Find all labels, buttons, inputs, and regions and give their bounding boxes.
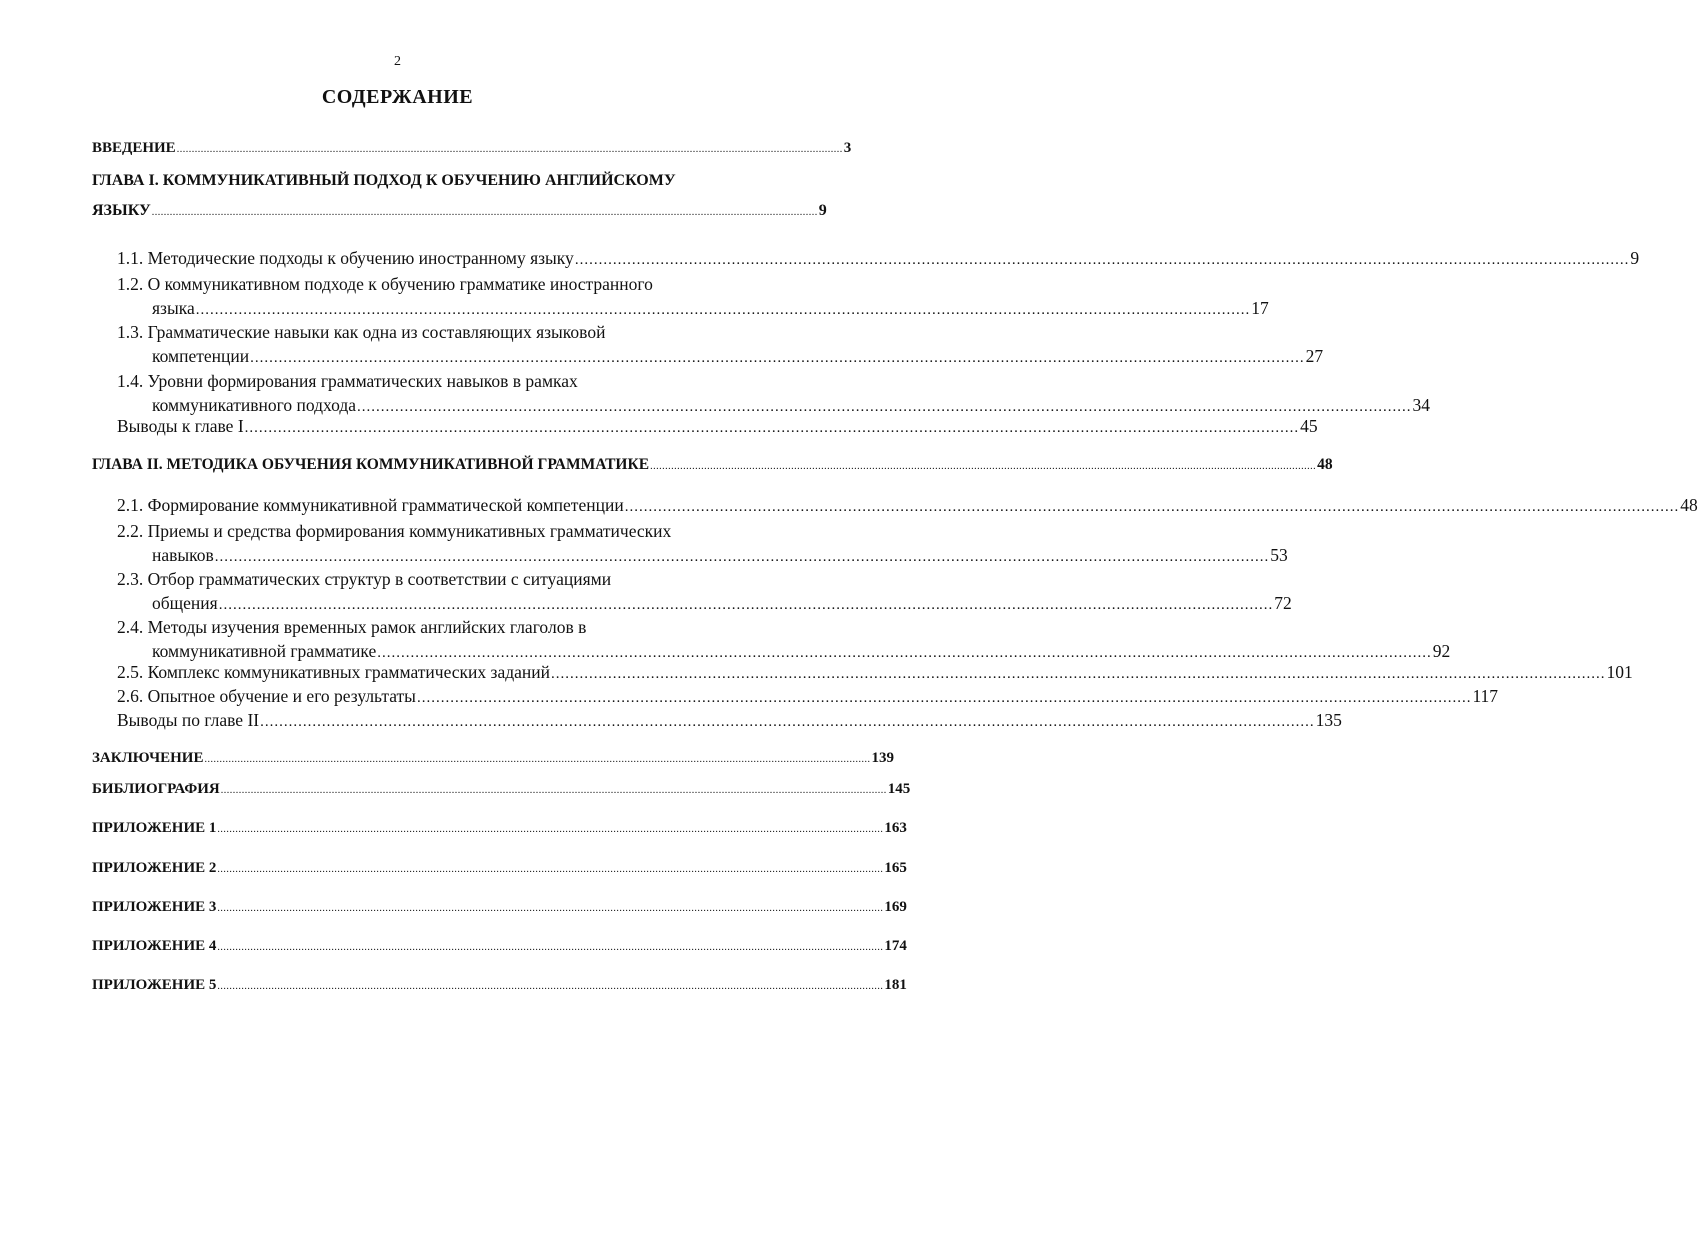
toc-page: 101 (1606, 662, 1633, 682)
toc-entry-appendix-3[interactable] (92, 899, 907, 916)
toc-page: 17 (1251, 298, 1269, 318)
toc-page: 117 (1472, 686, 1499, 706)
dot-leader: .............................................................................................................................................................................................................................. (551, 666, 1606, 682)
toc-label-line1: ГЛАВА I. КОММУНИКАТИВНЫЙ ПОДХОД К ОБУЧЕНИЮ АНГЛИЙСКОМУ (92, 172, 676, 189)
toc-page: 45 (1300, 416, 1318, 436)
dot-leader: .............................................................................................................................................................................................................................. (416, 690, 1472, 706)
dot-leader: .............................................................................................................................................................................................................................. (244, 420, 1300, 436)
toc-label: 1.1. Методические подходы к обучению иностранному языку (117, 248, 574, 268)
dot-leader: .............................................................................................................................................................................................................................. (217, 942, 884, 953)
toc-label: ВВЕДЕНИЕ (92, 140, 176, 156)
toc-label: ПРИЛОЖЕНИЕ 1 (92, 820, 217, 836)
toc-label: ПРИЛОЖЕНИЕ 2 (92, 860, 217, 876)
toc-label: ЗАКЛЮЧЕНИЕ (92, 750, 204, 766)
dot-leader: .............................................................................................................................................................................................................................. (624, 499, 1680, 515)
dot-leader: .............................................................................................................................................................................................................................. (217, 981, 884, 992)
toc-entry-appendix-4[interactable] (92, 938, 907, 955)
toc-label: 2.1. Формирование коммуникативной грамматической компетенции (117, 495, 624, 515)
dot-leader: .............................................................................................................................................................................................................................. (176, 144, 843, 155)
toc-entry-chapter-2[interactable] (92, 456, 1333, 474)
toc-entry-appendix-5[interactable] (92, 977, 907, 994)
toc-page: 92 (1432, 641, 1451, 661)
toc-label: ГЛАВА II. МЕТОДИКА ОБУЧЕНИЯ КОММУНИКАТИВНОЙ ГРАММАТИКЕ (92, 456, 650, 473)
dot-leader: .............................................................................................................................................................................................................................. (217, 824, 884, 835)
toc-entry-conclusion[interactable] (92, 750, 894, 767)
dot-leader: .............................................................................................................................................................................................................................. (356, 399, 1412, 415)
toc-section-1-4[interactable] (117, 369, 1430, 419)
toc-label-line1: 2.3. Отбор грамматических структур в соответствии с ситуациями (117, 569, 612, 589)
page-number: 2 (394, 54, 401, 69)
toc-label-line1: 2.4. Методы изучения временных рамок английских глаголов в (117, 617, 587, 637)
toc-page: 139 (871, 750, 894, 766)
toc-label: ПРИЛОЖЕНИЕ 5 (92, 977, 217, 993)
toc-page: 181 (884, 977, 907, 993)
dot-leader: .............................................................................................................................................................................................................................. (650, 461, 1317, 472)
toc-label: ПРИЛОЖЕНИЕ 4 (92, 938, 217, 954)
toc-entry-introduction[interactable] (92, 140, 852, 157)
toc-page: 72 (1274, 593, 1292, 613)
toc-page: 3 (843, 140, 852, 156)
toc-label-line1: 1.2. О коммуникативном подходе к обучению грамматике иностранного (117, 274, 653, 294)
toc-entry-appendix-1[interactable] (92, 820, 907, 837)
toc-page: 9 (1630, 248, 1640, 268)
toc-section-2-4[interactable] (117, 615, 1451, 665)
toc-entry-bibliography[interactable] (92, 781, 911, 798)
dot-leader: .............................................................................................................................................................................................................................. (151, 207, 818, 218)
toc-page: 174 (884, 938, 907, 954)
toc-section-2-3[interactable] (117, 567, 1292, 617)
page-title: СОДЕРЖАНИЕ (321, 86, 474, 108)
toc-page: 145 (887, 781, 911, 797)
toc-entry-appendix-2[interactable] (92, 860, 907, 877)
dot-leader: .............................................................................................................................................................................................................................. (220, 785, 887, 796)
dot-leader: .............................................................................................................................................................................................................................. (217, 864, 884, 875)
toc-label: БИБЛИОГРАФИЯ (92, 781, 220, 797)
toc-label: языка (152, 298, 195, 318)
toc-label: 2.5. Комплекс коммуникативных грамматических заданий (117, 662, 550, 682)
toc-page: 163 (884, 820, 907, 836)
toc-section-1-3[interactable] (117, 320, 1324, 370)
toc-section-2-2[interactable] (117, 519, 1288, 569)
toc-conclusions-chapter-2[interactable] (117, 710, 1342, 731)
toc-label: коммуникативной грамматике (152, 641, 377, 661)
toc-label: навыков (152, 545, 214, 565)
toc-section-2-5[interactable] (117, 662, 1633, 683)
toc-label: 2.6. Опытное обучение и его результаты (117, 686, 416, 706)
toc-page: 9 (818, 202, 827, 219)
toc-page: 48 (1680, 495, 1698, 515)
toc-label-line1: 2.2. Приемы и средства формирования коммуникативных грамматических (117, 521, 672, 541)
toc-conclusions-chapter-1[interactable] (117, 416, 1318, 437)
toc-section-2-6[interactable] (117, 686, 1499, 707)
toc-label: ЯЗЫКУ (92, 202, 151, 219)
toc-label: коммуникативного подхода (152, 395, 356, 415)
toc-label-line1: 1.4. Уровни формирования грамматических навыков в рамках (117, 371, 578, 391)
dot-leader: .............................................................................................................................................................................................................................. (218, 597, 1274, 613)
toc-label: общения (152, 593, 218, 613)
toc-label-line1: 1.3. Грамматические навыки как одна из составляющих языковой (117, 322, 606, 342)
dot-leader: .............................................................................................................................................................................................................................. (204, 754, 871, 765)
dot-leader: .............................................................................................................................................................................................................................. (217, 903, 884, 914)
toc-page: 34 (1412, 395, 1430, 415)
toc-label: компетенции (152, 346, 250, 366)
toc-entry-chapter-1[interactable] (92, 172, 827, 220)
toc-page: 135 (1315, 710, 1342, 730)
toc-page: 169 (884, 899, 907, 915)
dot-leader: .............................................................................................................................................................................................................................. (377, 645, 1432, 661)
toc-page: 27 (1305, 346, 1324, 366)
toc-label: ПРИЛОЖЕНИЕ 3 (92, 899, 217, 915)
toc-section-2-1[interactable] (117, 495, 1698, 516)
toc-section-1-2[interactable] (117, 272, 1269, 322)
dot-leader: .............................................................................................................................................................................................................................. (214, 549, 1270, 565)
toc-page: 48 (1317, 456, 1333, 473)
dot-leader: .............................................................................................................................................................................................................................. (260, 714, 1315, 730)
toc-label: Выводы по главе II (117, 710, 260, 730)
dot-leader: .............................................................................................................................................................................................................................. (250, 350, 1305, 366)
toc-section-1-1[interactable] (117, 248, 1640, 269)
dot-leader: .............................................................................................................................................................................................................................. (195, 302, 1251, 318)
toc-page: 165 (884, 860, 907, 876)
dot-leader: .............................................................................................................................................................................................................................. (574, 252, 1630, 268)
toc-label: Выводы к главе I (117, 416, 244, 436)
toc-page: 53 (1270, 545, 1288, 565)
